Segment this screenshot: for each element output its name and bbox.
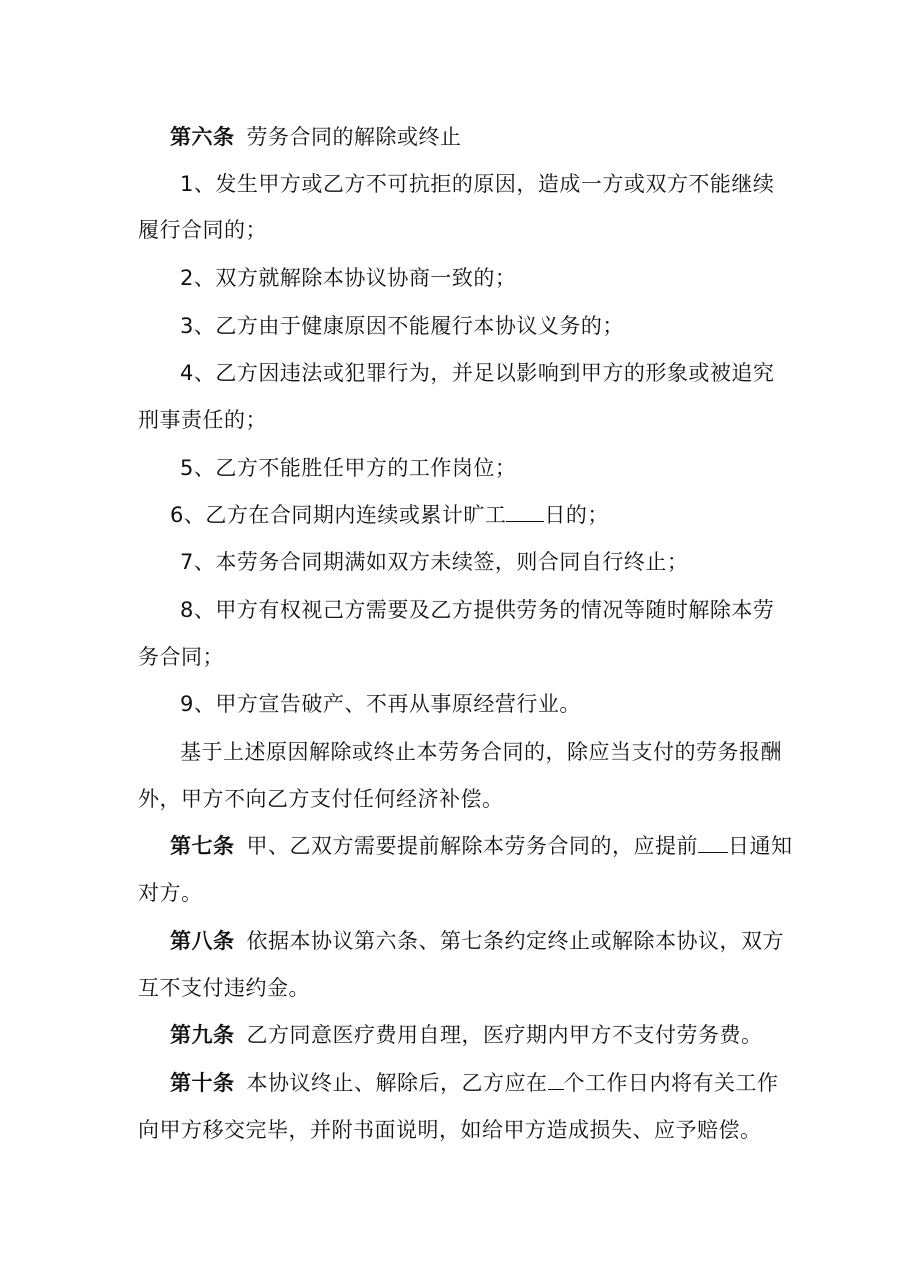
- article9-line1: [170, 1020, 763, 1050]
- article8-line1: [170, 926, 784, 956]
- article6-heading: [170, 122, 462, 152]
- article6-item8-line1: 8、甲方有权视己方需要及乙方提供劳务的情况等随时解除本劳: [180, 598, 775, 622]
- absence-days-blank: [506, 501, 544, 522]
- article6-item5: 5、乙方不能胜任甲方的工作岗位；: [180, 456, 517, 480]
- article6-item6: [170, 500, 609, 530]
- article6-item6-text-after: 日的；: [544, 503, 609, 527]
- article10-line1: [170, 1068, 779, 1098]
- article6-item4-line1: 4、乙方因违法或犯罪行为，并足以影响到甲方的形象或被追究: [180, 361, 775, 385]
- handover-days-blank: [548, 1069, 564, 1090]
- article9-label: 第九条: [170, 1023, 235, 1047]
- article6-item2: 2、双方就解除本协议协商一致的；: [180, 266, 517, 290]
- article6-item8-line2: 务合同；: [138, 645, 224, 669]
- article7-text-after: 日通知: [728, 834, 793, 858]
- article6-item9: 9、甲方宣告破产、不再从事原经营行业。: [180, 692, 581, 716]
- article6-item6-text-before: 6、乙方在合同期内连续或累计旷工: [170, 503, 507, 527]
- article8-line2: 互不支付违约金。: [138, 976, 310, 1000]
- article6-summary-line1: 基于上述原因解除或终止本劳务合同的，除应当支付的劳务报酬: [180, 740, 782, 764]
- article10-text-before: 本协议终止、解除后，乙方应在: [246, 1071, 548, 1095]
- article6-item1-line2: 履行合同的；: [138, 218, 267, 242]
- article6-summary-line2: 外，甲方不向乙方支付任何经济补偿。: [138, 787, 504, 811]
- article6-item7: 7、本劳务合同期满如双方未续签，则合同自行终止；: [180, 550, 689, 574]
- article9-text: 乙方同意医疗费用自理，医疗期内甲方不支付劳务费。: [246, 1023, 763, 1047]
- article10-line2: 向甲方移交完毕，并附书面说明，如给甲方造成损失、应予赔偿。: [138, 1118, 762, 1142]
- article6-label: 第六条: [170, 125, 235, 149]
- article7-line2: 对方。: [138, 881, 203, 905]
- article8-label: 第八条: [170, 929, 235, 953]
- article7-line1: [170, 831, 793, 861]
- notice-days-blank: [698, 832, 728, 853]
- article8-text: 依据本协议第六条、第七条约定终止或解除本协议，双方: [246, 929, 784, 953]
- article6-item4-line2: 刑事责任的；: [138, 408, 267, 432]
- article6-item1-line1: 1、发生甲方或乙方不可抗拒的原因，造成一方或双方不能继续: [180, 172, 775, 196]
- article10-text-after: 个工作日内将有关工作: [563, 1071, 779, 1095]
- article7-label: 第七条: [170, 834, 235, 858]
- article7-text-before: 甲、乙双方需要提前解除本劳务合同的，应提前: [246, 834, 698, 858]
- article6-title: 劳务合同的解除或终止: [246, 125, 462, 149]
- article6-item3: 3、乙方由于健康原因不能履行本协议义务的；: [180, 314, 624, 338]
- article10-label: 第十条: [170, 1071, 235, 1095]
